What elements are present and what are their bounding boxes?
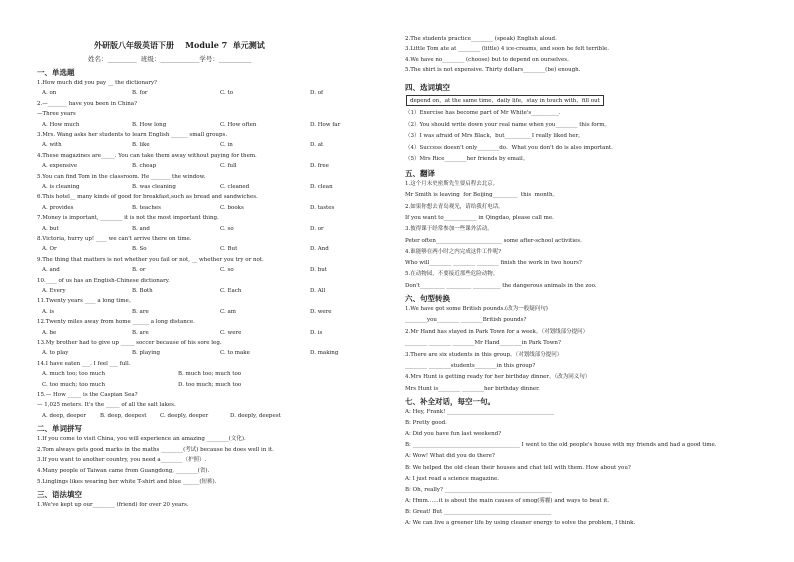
section-heading-dialog: 七、补全对话，每空一句。: [405, 397, 495, 406]
section-heading-translation: 五、翻译: [405, 169, 435, 178]
question-stem: 12.Twenty miles away from home ______ a long distance.: [37, 319, 195, 326]
section-heading-spelling: 二、单词拼写: [37, 424, 82, 434]
answer-option: A. to play: [42, 350, 69, 357]
transform-line: 2.Mr Hand has stayed in Park Town for a week。（对划线部分提问）: [405, 328, 589, 335]
word-fill-item: （2）You should write down your real name when you________ this form。: [405, 121, 610, 128]
answer-option: B. Both: [132, 288, 153, 294]
question-stem: 8.Victoria, hurry up! ____ we can't arrive there on time.: [37, 236, 192, 242]
answer-option: B. like: [132, 142, 150, 149]
answer-option: B. are: [132, 308, 149, 315]
translation-line: 5.在动物园，不要接近那些危险动物。: [405, 271, 499, 278]
translation-line: If you want to____________ in Qingdao, please call me.: [405, 214, 554, 221]
answer-option: A. but: [42, 225, 59, 232]
answer-option: C. in: [220, 142, 233, 149]
answer-option: C. deeply, deeper: [160, 412, 209, 419]
question-stem: 13.My brother had to give up _____ soccer because of his sore leg.: [37, 340, 222, 346]
answer-option: B. was cleaning: [132, 184, 176, 190]
answer-option: B. are: [132, 329, 149, 336]
grammar-item: 2.The students practice________ (speak) English aloud.: [405, 36, 557, 42]
question-stem: 15.— How _____ is the Caspian Sea?: [37, 392, 138, 398]
translation-line: 1.这个月末史密斯先生要启程去北京。: [405, 181, 499, 187]
transform-line: 1.We have got some British pounds.(改为一般疑问句): [405, 306, 548, 312]
answer-option: A. Or: [42, 246, 57, 253]
question-stem: 1.How much did you pay __ the dictionary?: [37, 80, 158, 86]
question-stem: 10.____ of us has an English-Chinese dictionary.: [37, 277, 170, 284]
dialog-line: B: Pretty good.: [405, 420, 447, 427]
answer-option: B. How long: [132, 121, 167, 128]
section-heading-grammar: 三、语法填空: [37, 490, 82, 500]
answer-option: D. making: [310, 350, 339, 357]
answer-option: B. or: [132, 267, 146, 274]
answer-option: B. playing: [132, 350, 161, 357]
answer-option: D. clean: [310, 184, 333, 190]
answer-option: C. so: [220, 225, 234, 232]
answer-option: A. is: [42, 308, 55, 315]
answer-option: A. Every: [42, 288, 66, 294]
dialog-line: A: Wow! What did you do there?: [405, 453, 495, 460]
answer-option: B. for: [132, 90, 148, 97]
answer-option: D. deeply, deepest: [230, 412, 281, 419]
translation-line: Who will________ ________ ________ finish the work in two hours?: [405, 260, 582, 267]
answer-option: A. expensive: [42, 163, 78, 170]
answer-option: C. full: [220, 163, 237, 170]
spelling-item: 3.If you want to another country, you need a________（护照）.: [37, 457, 207, 464]
answer-option: C. But: [220, 246, 238, 253]
answer-option: D. tastes: [310, 204, 335, 211]
dialog-line: B: Oh, really? _______________________________________: [405, 486, 552, 493]
dialog-line: B: _______________________________________ I went to the old people's house with my friends and had a good time.: [405, 442, 717, 449]
word-fill-item: （3）I was afraid of Mrs Black，but__________I really liked her。: [405, 133, 584, 140]
question-stem: —Three years: [37, 111, 76, 118]
left-column: [0, 0, 385, 562]
translation-line: 2.如果你想去青岛观光，请给我打电话。: [405, 203, 504, 210]
question-stem: 6.This hotel__ many kinds of good for breakfast,such as bread and sandwiches.: [37, 194, 258, 201]
answer-option: D. at: [310, 142, 324, 149]
answer-option: B. deep, deepest: [100, 412, 147, 419]
translation-line: Peter often________________________ some after-school activities.: [405, 237, 582, 244]
question-stem: 9.The thing that matters is not whether you fail or not, __ whether you try or not.: [37, 256, 264, 263]
dialog-line: A: Hmm……it is about the main causes of smog(雾霾) and ways to beat it.: [405, 497, 610, 504]
section-heading-word-fill: 四、选词填空: [405, 83, 450, 92]
question-stem: 4.These magazines are_____. You can take them away without paying for them.: [37, 152, 257, 159]
answer-option: D. And: [310, 246, 329, 253]
spelling-item: 2.Tom always gets good marks in the maths ________(考试) because he does well in it.: [37, 446, 274, 453]
word-bank-box: depend on，at the same time，daily life，stay in touch with，fill out: [406, 95, 604, 106]
answer-option: C. am: [220, 308, 237, 315]
dialog-line: A: Did you have fun last weekend?: [405, 431, 502, 438]
answer-option: A. is cleaning: [42, 184, 80, 190]
answer-option: C. cleaned: [220, 184, 250, 190]
answer-option: D. were: [310, 308, 332, 315]
answer-option: D. All: [310, 288, 326, 294]
grammar-item: 3.Little Tom ate at ________ (little) 4 ice-creams, and soon he felt terrible.: [405, 46, 609, 53]
transform-line: ________ ________students________in this group?: [405, 363, 536, 369]
dialog-line: A: We can live a greener life by using cleaner energy to solve the problem, I think.: [405, 520, 636, 526]
answer-option: D. of: [310, 90, 324, 97]
answer-option: C. were: [220, 329, 242, 336]
transform-line: 3.There are six students in this group。（对划线部分提问）: [405, 351, 563, 358]
answer-option: A. and: [42, 267, 60, 274]
question-stem: 14.I have eaten ___. I feel ___ full.: [37, 360, 131, 367]
answer-option: D. too much; much too: [178, 381, 242, 388]
transform-line: ________you________ ________British pounds?: [405, 317, 527, 324]
answer-option: A. deep, deeper: [42, 412, 86, 419]
answer-option: B. much too; much too: [178, 371, 242, 378]
answer-option: D. but: [310, 267, 327, 274]
grammar-item: 1.We've kept up our________ (friend) for over 20 years.: [37, 502, 189, 509]
word-fill-item: （1）Exercise has become part of Mr White's__________.: [405, 110, 561, 116]
word-fill-item: （4）Success doesn't only________do．What you don't do is also important.: [405, 144, 613, 151]
answer-option: C. too much; too much: [42, 381, 106, 388]
answer-option: D. or: [310, 225, 324, 232]
answer-option: A. provides: [42, 204, 74, 211]
answer-option: B. So: [132, 246, 147, 253]
answer-option: B. teaches: [132, 204, 161, 211]
answer-option: C. Each: [220, 288, 242, 294]
answer-option: C. to: [220, 90, 234, 97]
translation-line: Mr Smith is leaving for Beijing_________ this month。: [405, 192, 559, 199]
answer-option: D. free: [310, 163, 329, 170]
section-heading-transform: 六、句型转换: [405, 294, 450, 303]
grammar-item: 4.We have no________ (choose) but to depend on ourselves.: [405, 56, 569, 63]
transform-line: Mrs Hunt is________ ________her birthday dinner.: [405, 385, 540, 392]
student-info-line: 姓名：_________ 班级：____________学号：__________: [88, 55, 252, 63]
dialog-line: A: I just read a science magazine.: [405, 475, 500, 482]
answer-option: A. much too; too much: [42, 371, 105, 378]
section-heading-choice: 一、单选题: [37, 68, 75, 77]
translation-line: 3.彼得课于经常参加一些课外活动。: [405, 226, 493, 233]
transform-line: ________ ________ ________Mr Hand________in Park Town?: [405, 340, 561, 347]
dialog-line: B: We helped the old clean their houses and chat tell with them. How about you?: [405, 464, 631, 471]
dialog-line: A: Hey, Frank! _______________________________________: [405, 409, 555, 415]
dialog-line: B: Great! But _______________________________________: [405, 508, 552, 515]
question-stem: 7.Money is important, ________ it is not the most important thing.: [37, 215, 219, 222]
answer-option: A. be: [42, 329, 57, 336]
grammar-item: 5.The shirt is not expensive. Thirty dollars________(be) enough.: [405, 67, 581, 74]
answer-option: D. is: [310, 329, 323, 336]
spelling-item: 5.Linglings likes wearing her white T-shirt and blue ______(短裤).: [37, 478, 217, 485]
right-column: [397, 0, 782, 562]
question-stem: 2.—_______ have you been in China?: [37, 100, 138, 107]
word-fill-item: （5）Mrs Rice________her friends by email。: [405, 156, 529, 163]
question-stem: 5.You can find Tom in the classroom. He _______ the window.: [37, 173, 206, 180]
answer-option: A. How much: [42, 121, 80, 128]
answer-option: C. books: [220, 204, 244, 211]
transform-line: 4.Mrs Hunt is getting ready for her birthday dinner。（改为同义句）: [405, 374, 591, 381]
question-stem: 3.Mrs. Wang asks her students to learn English ______ small groups.: [37, 132, 228, 138]
page-title: 外研版八年级英语下册 Module 7 单元测试: [94, 40, 265, 50]
question-stem: 11.Twenty years ____ a long time。: [37, 298, 135, 305]
answer-option: C. to make: [220, 350, 250, 357]
answer-option: C. so: [220, 267, 234, 274]
question-stem: — 1,025 meters. It's the _____ of all the salt lakes.: [37, 402, 176, 409]
translation-line: 4.谁能够在两小时之内完成这件工作呢?: [405, 248, 502, 255]
spelling-item: 1.If you come to visit China, you will experience an amazing ________(文化).: [37, 436, 246, 443]
answer-option: B. and: [132, 225, 150, 232]
answer-option: B. cheap: [132, 163, 157, 170]
answer-option: A. with: [42, 142, 62, 149]
answer-option: A. on: [42, 90, 57, 97]
answer-option: C. How often: [220, 121, 257, 128]
answer-option: D. How far: [310, 121, 341, 128]
spelling-item: 4.Many people of Taiwan came from Guangdong, ________(省).: [37, 468, 210, 474]
translation-line: Don't_________ _________ __________ the dangerous animals in the zoo.: [405, 282, 597, 289]
